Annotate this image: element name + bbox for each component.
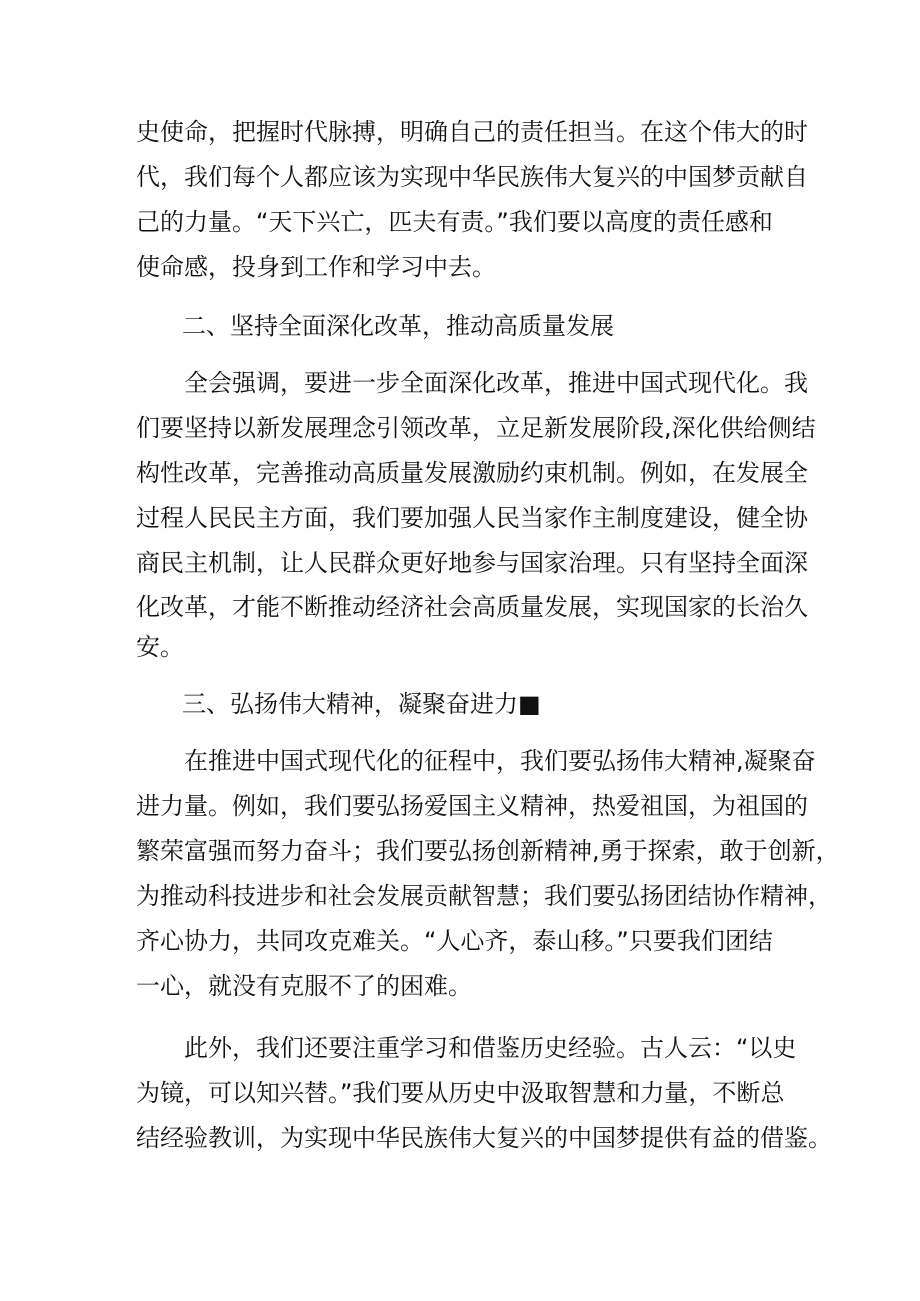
paragraph-1-line-3: 己的力量。“天下兴亡，匹夫有责。”我们要以高度的责任感和 — [136, 208, 773, 236]
paragraph-3-line-3: 繁荣富强而努力奋斗；我们要弘扬创新精神,勇于探索，敢于创新， — [136, 837, 840, 865]
paragraph-2-line-7: 安。 — [136, 633, 184, 661]
paragraph-2-line-4: 过程人民民主方面，我们要加强人民当家作主制度建设，健全协 — [136, 504, 808, 532]
paragraph-3-line-5: 齐心协力，共同攻克难关。“人心齐，泰山移。”只要我们团结 — [136, 927, 773, 955]
paragraph-2-line-1: 全会强调，要进一步全面深化改革，推进中国式现代化。我 — [184, 369, 808, 397]
paragraph-3-line-6: 一心，就没有克服不了的困难。 — [136, 972, 472, 1000]
paragraph-3-line-1: 在推进中国式现代化的征程中，我们要弘扬伟大精神,凝聚奋 — [184, 747, 816, 775]
paragraph-4-line-2: 为镜，可以知兴替。”我们要从历史中汲取智慧和力量，不断总 — [136, 1079, 785, 1107]
paragraph-4-line-3: 结经验教训，为实现中华民族伟大复兴的中国梦提供有益的借鉴。 — [136, 1124, 832, 1152]
section-heading-2: 二、坚持全面深化改革，推动高质量发展 — [182, 312, 614, 340]
paragraph-4-line-1: 此外，我们还要注重学习和借鉴历史经验。古人云：“以史 — [184, 1034, 797, 1062]
paragraph-2-line-5: 商民主机制，让人民群众更好地参与国家治理。只有坚持全面深 — [136, 549, 808, 577]
paragraph-1-line-1: 史使命，把握时代脉搏，明确自己的责任担当。在这个伟大的时 — [136, 118, 808, 146]
paragraph-1-line-2: 代，我们每个人都应该为实现中华民族伟大复兴的中国梦贡献自 — [136, 163, 808, 191]
paragraph-3-line-4: 为推动科技进步和社会发展贡献智慧；我们要弘扬团结协作精神， — [136, 882, 832, 910]
paragraph-2-line-3: 构性改革，完善推动高质量发展激励约束机制。例如，在发展全 — [136, 459, 808, 487]
paragraph-1-line-4: 使命感，投身到工作和学习中去。 — [136, 253, 496, 281]
paragraph-3-line-2: 进力量。例如，我们要弘扬爱国主义精神，热爱祖国，为祖国的 — [136, 792, 808, 820]
paragraph-2-line-2: 们要坚持以新发展理念引领改革，立足新发展阶段,深化供给侧结 — [136, 414, 816, 442]
paragraph-2-line-6: 化改革，才能不断推动经济社会高质量发展，实现国家的长治久 — [136, 593, 808, 621]
section-heading-3: 三、弘扬伟大精神，凝聚奋进力■ — [182, 690, 541, 718]
